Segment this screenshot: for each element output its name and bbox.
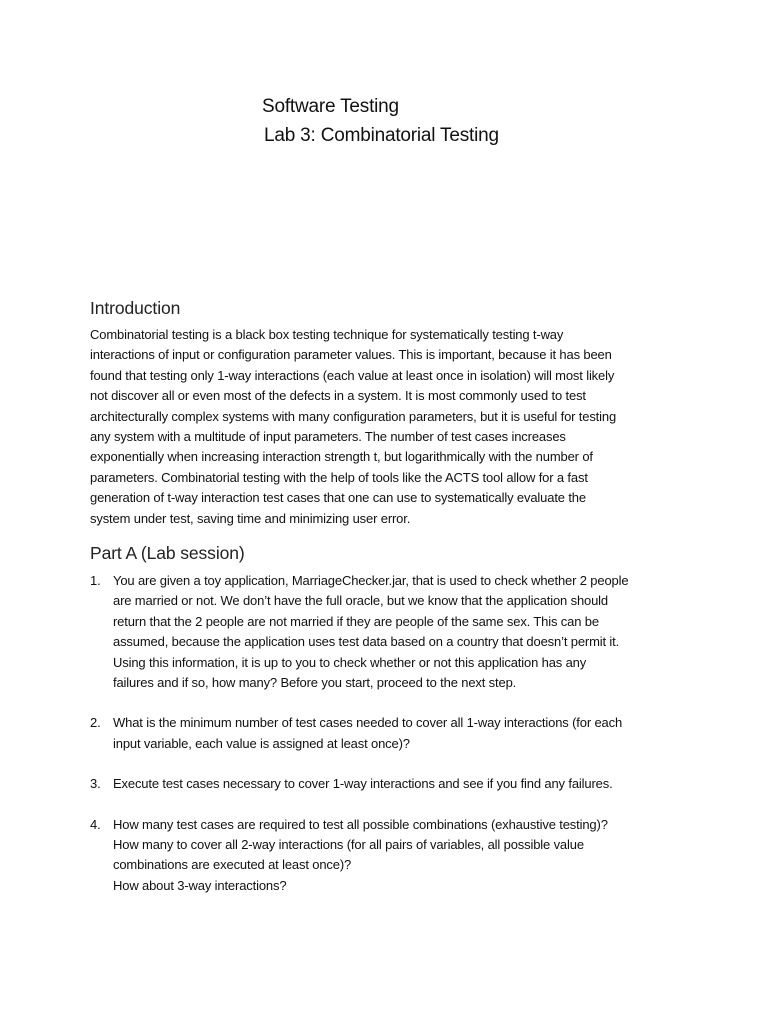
task-list [90, 571, 710, 896]
paragraph-line: parameters. Combinatorial testing with the help of tools like the ACTS tool allow for a fast [90, 469, 588, 485]
document-title: Software Testing [262, 96, 399, 117]
paragraph-line: system under test, saving time and minimizing user error. [90, 510, 411, 526]
list-item [90, 774, 710, 794]
paragraph-line: architecturally complex systems with many configuration parameters, but it is useful for testing [90, 408, 617, 424]
document-subtitle: Lab 3: Combinatorial Testing [264, 125, 499, 146]
list-item-number: 4. [90, 816, 101, 832]
list-item-line: are married or not. We don’t have the full oracle, but we know that the application should [113, 593, 608, 609]
list-item-line: combinations are executed at least once)? [113, 857, 352, 873]
list-item-line: return that the 2 people are not married if they are people of the same sex. This can be [113, 613, 599, 629]
list-item-line: How many to cover all 2-way interactions (for all pairs of variables, all possible value [113, 837, 584, 853]
list-item-number: 3. [90, 776, 101, 792]
paragraph-line: exponentially when increasing interaction strength t, but logarithmically with the number of [90, 449, 593, 465]
list-item-line: failures and if so, how many? Before you start, proceed to the next step. [113, 675, 517, 691]
list-item [90, 571, 710, 693]
introduction-heading: Introduction [90, 298, 181, 318]
paragraph-line: found that testing only 1-way interactions (each value at least once in isolation) will most likely [90, 367, 615, 383]
paragraph-line: interactions of input or configuration parameter values. This is important, because it has been [90, 347, 612, 363]
list-item [90, 815, 710, 897]
list-item-line: input variable, each value is assigned at least once)? [113, 735, 410, 751]
part-a-heading: Part A (Lab session) [90, 543, 245, 563]
introduction-paragraph [90, 325, 690, 529]
list-item-number: 2. [90, 715, 101, 731]
list-item-line: Using this information, it is up to you to check whether or not this application has any [113, 654, 587, 670]
list-item-line: How about 3-way interactions? [113, 877, 287, 893]
paragraph-line: any system with a multitude of input parameters. The number of test cases increases [90, 429, 566, 445]
list-item-line: How many test cases are required to test all possible combinations (exhaustive testing)? [113, 816, 608, 832]
list-item-line: What is the minimum number of test cases needed to cover all 1-way interactions (for each [113, 715, 623, 731]
paragraph-line: not discover all or even most of the defects in a system. It is most commonly used to test [90, 388, 586, 404]
list-item-line: assumed, because the application uses test data based on a country that doesn’t permit it. [113, 634, 620, 650]
list-item-line: Execute test cases necessary to cover 1-way interactions and see if you find any failures. [113, 776, 613, 792]
list-item [90, 713, 710, 754]
paragraph-line: generation of t-way interaction test cases that one can use to systematically evaluate the [90, 490, 586, 506]
list-item-line: You are given a toy application, MarriageChecker.jar, that is used to check whether 2 people [113, 573, 629, 588]
list-item-number: 1. [90, 573, 101, 588]
paragraph-line: Combinatorial testing is a black box testing technique for systematically testing t-way [90, 327, 564, 342]
